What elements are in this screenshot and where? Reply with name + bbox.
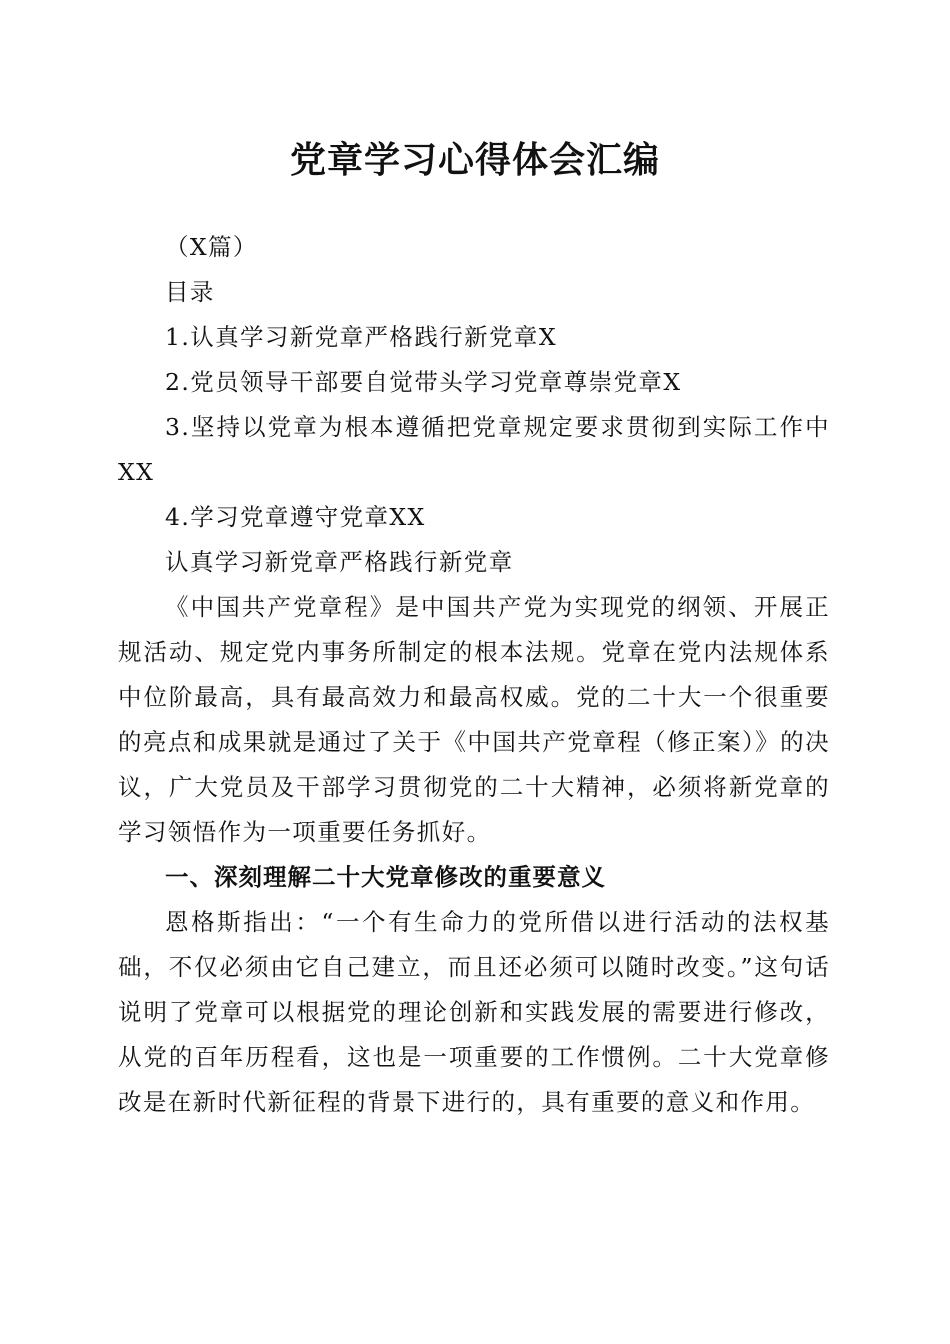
toc-item-4: 4.学习党章遵守党章XX [165, 503, 426, 531]
document-body [118, 225, 830, 1125]
section-paragraph: 恩格斯指出：“一个有生命力的党所借以进行活动的法权基础，不仅必须由它自己建立，而且还必须可以随时改变。”这句话说明了党章可以根据党的理论创新和实践发展的需要进行修改，从党的百年历程看，这也是一项重要的工作惯例。二十大党章修改是在新时代新征程的背景下进行的，具有重要的意义和作用。 [118, 908, 830, 1116]
section-heading: 一、深刻理解二十大党章修改的重要意义 [165, 863, 606, 891]
article-title: 认真学习新党章严格践行新党章 [165, 548, 514, 576]
toc-item-3: 3.坚持以党章为根本遵循把党章规定要求贯彻到实际工作中XX [118, 413, 830, 486]
count-note: （X篇） [165, 233, 258, 261]
toc-item-1: 1.认真学习新党章严格践行新党章X [165, 323, 557, 351]
document-title: 党章学习心得体会汇编 [289, 139, 660, 181]
toc-heading: 目录 [165, 278, 215, 306]
intro-paragraph: 《中国共产党章程》是中国共产党为实现党的纲领、开展正规活动、规定党内事务所制定的根本法规。党章在党内法规体系中位阶最高，具有最高效力和最高权威。党的二十大一个很重要的亮点和成果就是通过了关于《中国共产党章程（修正案）》的决议，广大党员及干部学习贯彻党的二十大精神，必须将新党章的学习领悟作为一项重要任务抓好。 [118, 593, 830, 846]
toc-item-2: 2.党员领导干部要自觉带头学习党章尊崇党章X [165, 368, 682, 396]
